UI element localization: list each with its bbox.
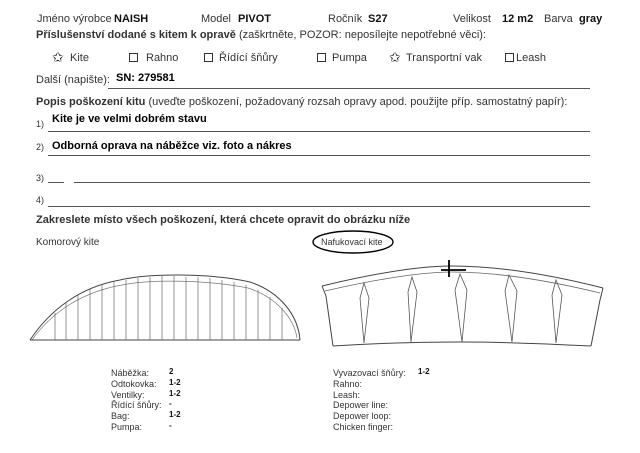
damage-line-text[interactable]: Odborná oprava na náběžce viz. foto a nákres [52, 140, 292, 152]
manufacturer-label: Jméno výrobce [37, 13, 112, 25]
accessories-title-bold: Příslušenství dodané s kitem k opravě [36, 29, 236, 41]
right-kite-label: Nafukovací kite [321, 237, 383, 247]
accessory-lines-label: Řídící šňůry [219, 52, 278, 64]
accessory-leash-label: Leash [516, 52, 546, 64]
damage-line-number: 2) [36, 142, 45, 152]
table-label: Rahno: [333, 379, 363, 389]
accessory-kite-label: Kite [70, 52, 89, 64]
table-value[interactable]: 1-2 [169, 389, 181, 398]
model-value[interactable]: PIVOT [238, 13, 272, 25]
size-value[interactable]: 12 m2 [502, 13, 534, 25]
table-label: Bag: [111, 411, 130, 421]
damage-line-number: 1) [36, 119, 45, 129]
accessory-pump-label: Pumpa [332, 52, 367, 64]
damage-cross-icon [441, 260, 466, 277]
size-label: Velikost [453, 13, 491, 25]
color-value[interactable]: gray [579, 13, 603, 25]
damage-line-number: 3) [36, 173, 45, 183]
star-check-icon[interactable]: ✩ [389, 49, 401, 65]
table-label: Pumpa: [111, 422, 143, 432]
accessories-title-note: (zaškrtněte, POZOR: neposílejte nepotřebné věci): [238, 29, 486, 41]
table-label: Odtokovka: [111, 379, 157, 389]
damage-title-bold: Popis poškození kitu [36, 96, 146, 108]
accessory-rahno-label: Rahno [146, 52, 179, 64]
table-value[interactable]: - [169, 421, 172, 430]
model-label: Model [201, 13, 231, 25]
table-label: Chicken finger: [333, 422, 394, 432]
damage-title-note: (uveďte poškození, požadovaný rozsah opravy apod. použijte příp. samostatný papír): [148, 96, 568, 108]
year-label: Ročník [328, 13, 363, 25]
damage-line-text[interactable]: Kite je ve velmi dobrém stavu [52, 113, 207, 125]
table-value[interactable]: 1-2 [169, 410, 181, 419]
drawing-title: Zakreslete místo všech poškození, která chcete opravit do obrázku níže [36, 214, 411, 226]
damage-line-number: 4) [36, 195, 45, 205]
color-label: Barva [544, 13, 573, 25]
table-value[interactable]: - [169, 399, 172, 408]
table-value[interactable]: 1-2 [169, 378, 181, 387]
table-value[interactable]: 1-2 [418, 367, 430, 376]
table-label: Náběžka: [111, 368, 150, 378]
accessory-bag-label: Transportní vak [406, 52, 483, 64]
other-value[interactable]: SN: 279581 [116, 72, 175, 84]
year-value[interactable]: S27 [368, 13, 388, 25]
other-label: Další (napište): [36, 74, 110, 86]
table-label: Depower line: [333, 400, 389, 410]
table-label: Leash: [333, 390, 361, 400]
table-label: Vyvazovací šňůry: [333, 368, 406, 378]
table-value[interactable]: 2 [169, 367, 174, 376]
star-check-icon[interactable]: ✩ [52, 49, 64, 65]
table-label: Řídící šňůry: [111, 400, 162, 410]
table-label: Depower loop: [333, 411, 392, 421]
manufacturer-value[interactable]: NAISH [114, 13, 149, 25]
table-label: Ventilky: [111, 390, 145, 400]
left-kite-label: Komorový kite [36, 237, 100, 248]
